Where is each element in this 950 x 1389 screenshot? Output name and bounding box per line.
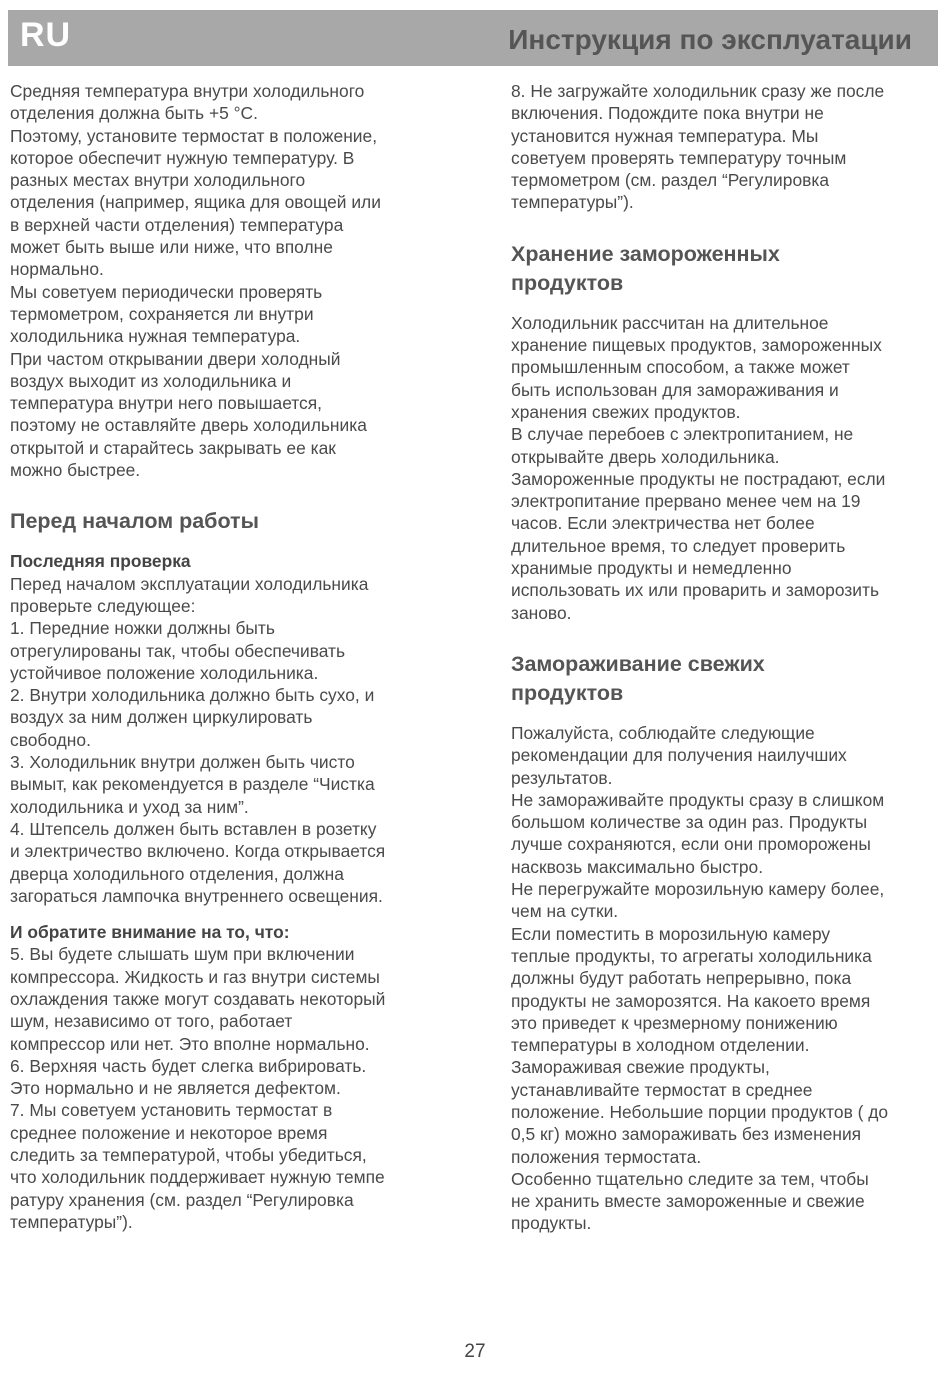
final-check-text: Перед началом эксплуатации холодильника проверьте следующее: 1. Передние ножки должны быть отрегулированы так, чтобы обеспечивать устойчивое положение холодильника. 2. Внутри холодильника должно быть сухо, и воздух за ним должен циркулировать свободно. 3. Холодильник внутри должен быть чисто вымыт, как рекомендуется в разделе “Чистка холодильника и уход за ним”. 4. Штепсель должен быть вставлен в розетку и электричество включено. Когда открывается дверца холодильного отделения, должна загораться лампочка внутреннего освещения. [10,573,386,906]
note-text: 5. Вы будете слышать шум при включении компрессора. Жидкость и газ внутри системы охлаждения также могут создавать некоторый шум, независимо от того, работает компрессор или нет. Это вполне нормально. 6. Верхняя часть будет слегка вибрировать. Это нормально и не является дефектом. 7. Мы советуем установить термостат в среднее положение и некоторое время следить за температурой, чтобы убедиться, что холодильник поддерживает нужную темпе ратуру хранения (см. раздел “Регулировка температуры”). [10,944,386,1232]
page-number: 27 [464,1341,486,1362]
right-column [511,80,941,1235]
intro-paragraph: Средняя температура внутри холодильного отделения должна быть +5 °C. Поэтому, установите термостат в положение, которое обеспечит нужную температуру. В разных местах внутри холодильного отделения (например, ящика для овощей или в верхней части отделения) температура может быть выше или ниже, что вполне нормально. Мы советуем периодически проверять термометром, сохраняется ли внутри холодильника нужная температура. При частом открывании двери холодный воздух выходит из холодильника и температура внутри него повышается, поэтому не оставляйте дверь холодильника открытой и старайтесь закрывать ее как можно быстрее. [10,81,381,481]
fresh-freezing-text: Пожалуйста, соблюдайте следующие рекомендации для получения наилучших результатов. Не замораживайте продукты сразу в слишком большом количестве за один раз. Продукты лучше сохраняются, если они проморожены насквозь максимально быстро. Не перегружайте морозильную камеру более, чем на сутки. Если поместить в морозильную камеру теплые продукты, то агрегаты холодильника должны будут работать непрерывно, пока продукты не заморозятся. На какоето время это приведет к чрезмерному понижению температуры в холодном отделении. Замораживая свежие продукты, устанавливайте термостат в среднее положение. Небольшие порции продуктов ( до 0,5 кг) можно замораживать без изменения положения термостата. Особенно тщательно следите за тем, чтобы не хранить вместе замороженные и свежие продукты. [511,722,889,1234]
left-column [10,80,440,1233]
final-check-heading: Последняя проверка [10,551,191,572]
header-bar [8,10,938,66]
frozen-storage-text: Холодильник рассчитан на длительное хранение пищевых продуктов, замороженных промышленным способом, а также может быть использован для замораживания и хранения свежих продуктов. В случае перебоев с электропитанием, не открывайте дверь холодильника. Замороженные продукты не пострадают, если электропитание прервано менее чем на 19 часов. Если электричества нет более длительное время, то следует проверить хранимые продукты и немедленно использовать их или проварить и заморозить заново. [511,312,886,623]
note-heading: И обратите внимание на то, что: [10,922,290,943]
section-heading-frozen-storage: Хранение замороженных продуктов [511,241,780,295]
section-heading-before-start: Перед началом работы [10,509,259,534]
document-title: Инструкция по эксплуатации [508,24,912,55]
section-heading-fresh-freezing: Замораживание свежих продуктов [511,651,765,705]
item-8-text: 8. Не загружайте холодильник сразу же после включения. Подождите пока внутри не установится нужная температура. Мы советуем проверять температуру точным термометром (см. раздел “Регулировка температуры”). [511,81,885,213]
language-code: RU [20,16,72,54]
